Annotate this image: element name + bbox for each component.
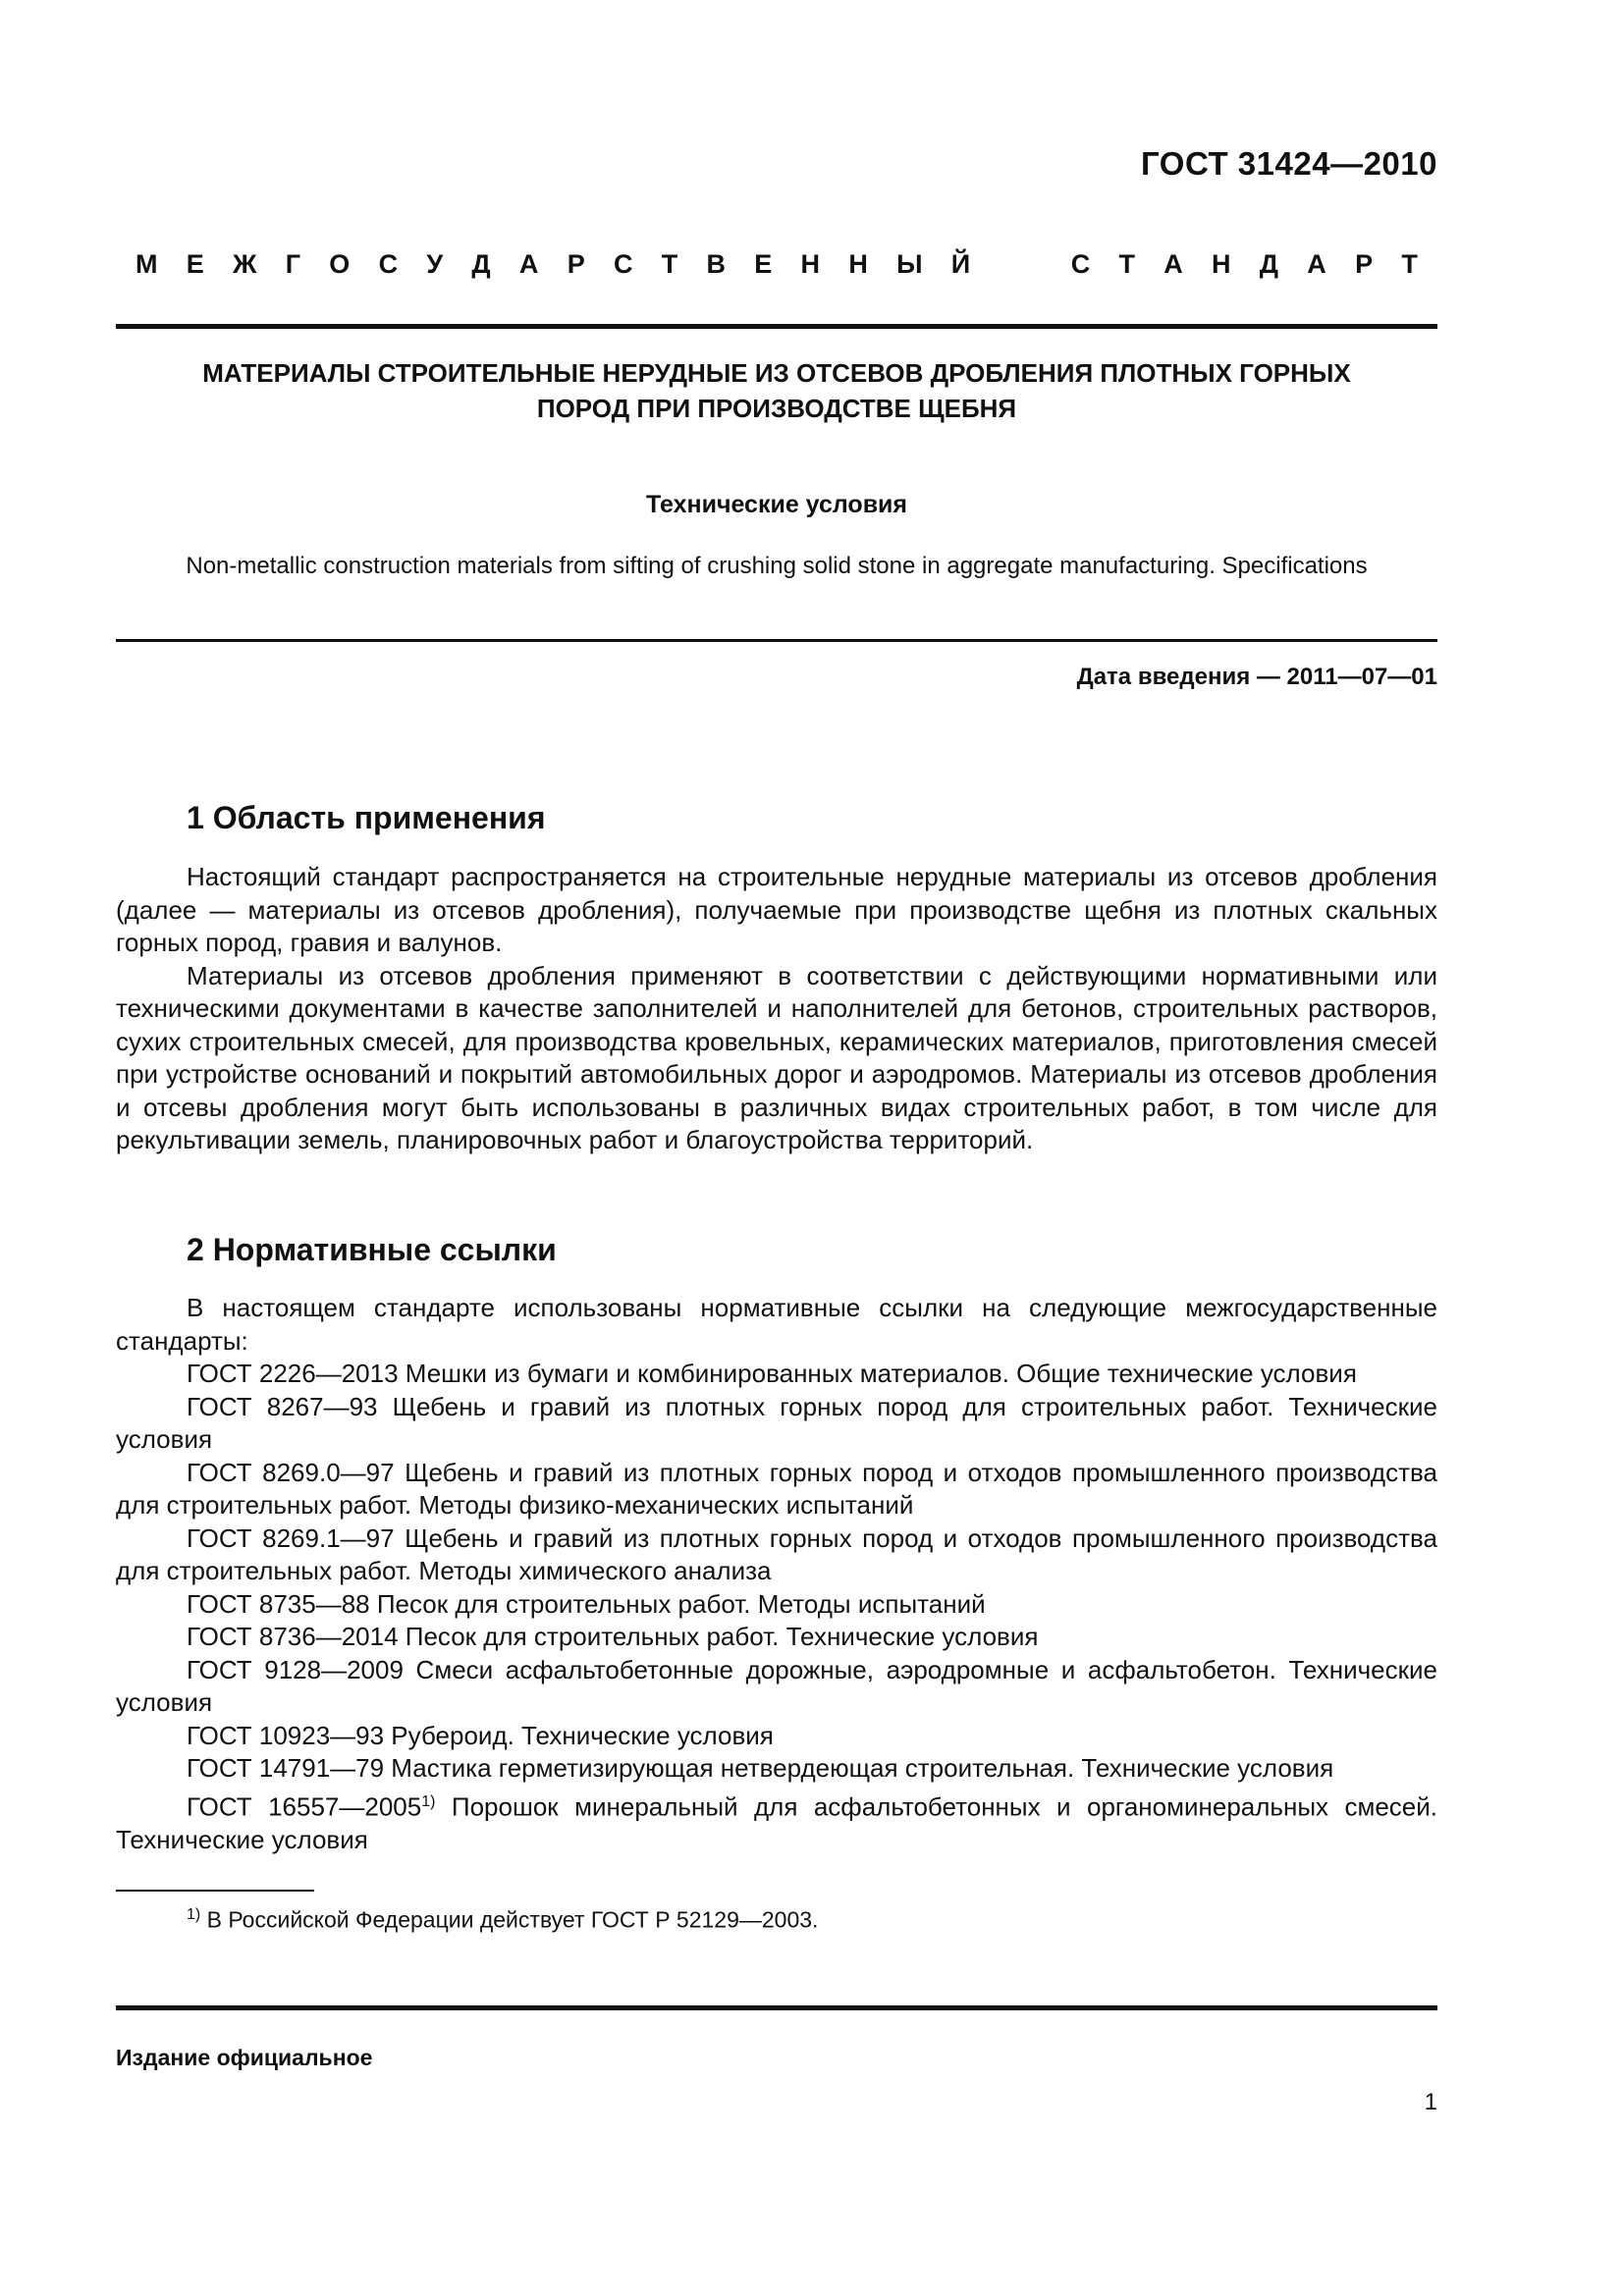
reference-item: ГОСТ 8736—2014 Песок для строительных работ. Технические условия [187, 1622, 1039, 1651]
page-number: 1 [1424, 2089, 1437, 2115]
banner-letter: Р [1355, 249, 1374, 279]
reference-item-with-footnote [116, 1786, 1437, 1857]
title-line-2: ПОРОД ПРИ ПРОИЗВОДСТВЕ ЩЕБНЯ [536, 394, 1017, 423]
banner-letter: А [518, 249, 539, 279]
banner-letter: Н [1212, 249, 1231, 279]
title-line-1: МАТЕРИАЛЫ СТРОИТЕЛЬНЫЕ НЕРУДНЫЕ ИЗ ОТСЕВОВ ДРОБЛЕНИЯ ПЛОТНЫХ ГОРНЫХ [202, 358, 1351, 388]
reference-title: Порошок минеральный для асфальтобетонных и органоминеральных смесей. Технические условия [116, 1791, 1437, 1854]
gost-number: ГОСТ 31424—2010 [1141, 145, 1437, 182]
section-1-heading: 1 Область применения [187, 800, 546, 835]
section-1-paragraph-2: Материалы из отсевов дробления применяют в соответствии с действующими нормативными или техническими документами в качестве заполнителей и наполнителей для бетонов, строительных растворов, сухих строительных смесей, для производства кровельных, керамических материалов, приготовления смесей при устройстве оснований и покрытий автомобильных дорог и аэродромов. Материалы из отсевов дробления и отсевы дробления могут быть использованы в различных видах строительных работ, в том числе для рекультивации земель, планировочных работ и благоустройства территорий. [116, 960, 1437, 1154]
title-rule [116, 639, 1437, 642]
reference-item: ГОСТ 9128—2009 Смеси асфальтобетонные дорожные, аэродромные и асфальтобетон. Технические условия [116, 1654, 1437, 1717]
footnote-mark: 1) [421, 1792, 436, 1810]
banner-letter: Д [471, 249, 491, 279]
english-title: Non-metallic construction materials from sifting of crushing solid stone in aggregate manufacturing. Specifications [186, 553, 1368, 579]
section-2-heading: 2 Нормативные ссылки [187, 1232, 557, 1267]
banner-letter: Т [1118, 249, 1135, 279]
reference-item: ГОСТ 8269.0—97 Щебень и гравий из плотных горных пород и отходов промышленного производства для строительных работ. Методы физико-механических испытаний [116, 1457, 1437, 1520]
banner-letter: Е [186, 249, 204, 279]
footer-rule [116, 2005, 1437, 2010]
reference-item: ГОСТ 2226—2013 Мешки из бумаги и комбинированных материалов. Общие технические условия [187, 1359, 1357, 1388]
banner-letter: С [613, 249, 633, 279]
header-rule [116, 324, 1437, 329]
footnote-mark: 1) [187, 1906, 201, 1923]
section-1-paragraph-1: Настоящий стандарт распространяется на строительные нерудные материалы из отсевов дробления (далее — материалы из отсевов дробления), получаемые при производстве щебня из плотных скальных горных пород, гравия и валунов. [116, 862, 1437, 957]
banner-letter: Т [661, 249, 678, 279]
banner-letter: Н [848, 249, 868, 279]
banner-letter: А [1163, 249, 1183, 279]
reference-item: ГОСТ 14791—79 Мастика герметизирующая нетвердеющая строительная. Технические условия [187, 1753, 1334, 1783]
banner-letter: Р [567, 249, 585, 279]
banner-word-gap [999, 249, 1042, 280]
banner-letter: Е [754, 249, 773, 279]
document-title [116, 355, 1437, 426]
document-subtitle: Технические условия [645, 491, 908, 518]
section-2-intro: В настоящем стандарте использованы нормативные ссылки на следующие межгосударственные стандарты: [116, 1293, 1437, 1356]
banner-letter: Д [1259, 249, 1279, 279]
reference-item: ГОСТ 8269.1—97 Щебень и гравий из плотных горных пород и отходов промышленного производства для строительных работ. Методы химического анализа [116, 1522, 1437, 1585]
date-of-introduction: Дата введения — 2011—07—01 [1076, 664, 1437, 690]
reference-item: ГОСТ 8735—88 Песок для строительных работ. Методы испытаний [187, 1588, 986, 1619]
banner-letter: Н [800, 249, 821, 279]
official-edition-label: Издание официальное [116, 2045, 373, 2070]
banner-letter: Й [950, 249, 971, 279]
banner-letter: О [329, 249, 351, 279]
section-1-body [116, 861, 1437, 1157]
banner-letter: У [426, 249, 444, 279]
banner-letter: С [1070, 249, 1091, 279]
banner-letter: Ж [233, 249, 257, 279]
interstate-standard-banner [135, 249, 1418, 280]
reference-code: ГОСТ 16557—2005 [187, 1791, 422, 1822]
reference-item: ГОСТ 10923—93 Рубероид. Технические условия [187, 1720, 774, 1750]
banner-letter: Ы [896, 249, 923, 279]
section-2-body [116, 1292, 1437, 1856]
footnote [187, 1906, 818, 1934]
banner-letter: А [1307, 249, 1326, 279]
footnote-text: В Российской Федерации действует ГОСТ Р 52129—2003. [200, 1906, 819, 1933]
footnote-rule [116, 1890, 314, 1892]
banner-letter: М [135, 249, 158, 279]
reference-item: ГОСТ 8267—93 Щебень и гравий из плотных горных пород для строительных работ. Технические условия [116, 1391, 1437, 1454]
banner-letter: В [706, 249, 726, 279]
banner-letter: Г [285, 249, 301, 279]
banner-letter: С [378, 249, 399, 279]
banner-letter: Т [1401, 249, 1418, 279]
